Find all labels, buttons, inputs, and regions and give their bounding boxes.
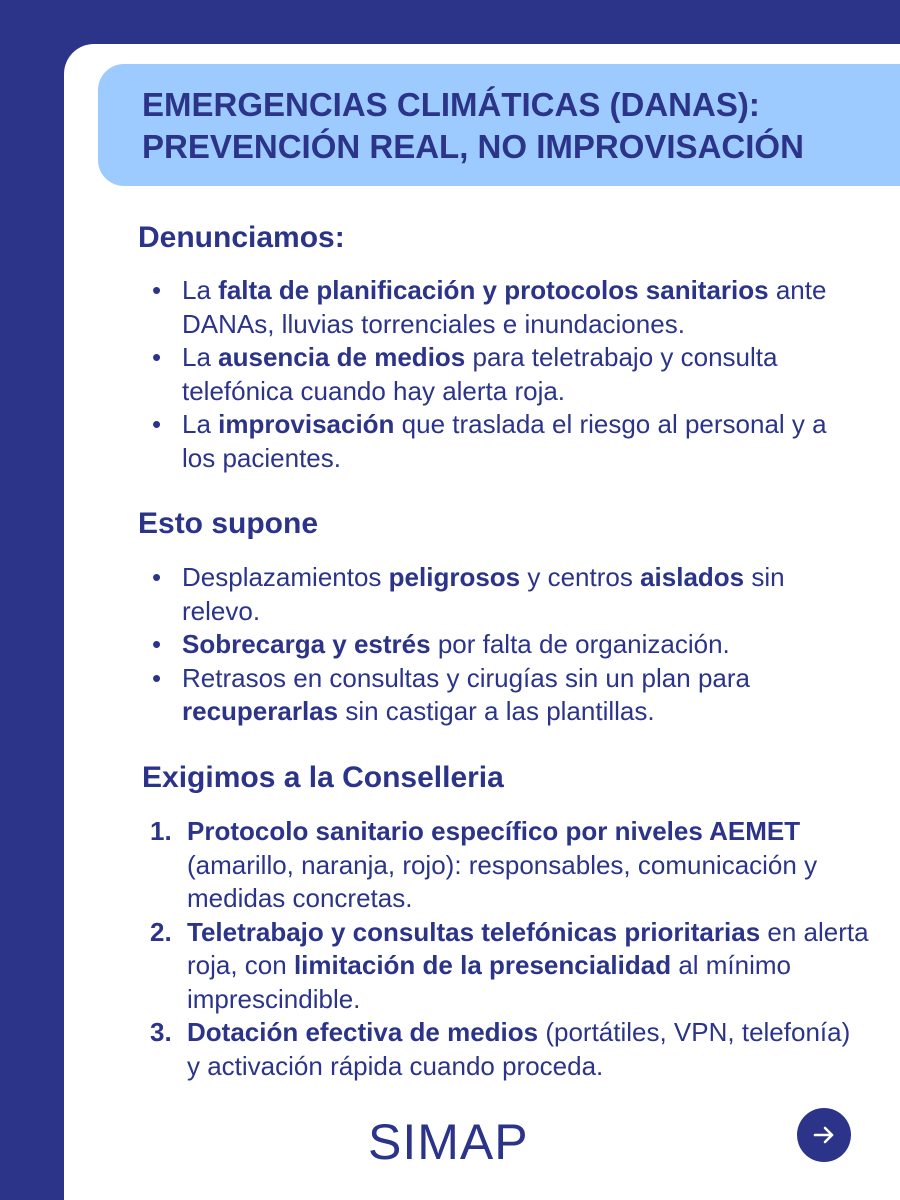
bullet-icon: •	[152, 662, 162, 693]
bullet-icon: •	[152, 275, 162, 305]
page-title-line-2: PREVENCIÓN REAL, NO IMPROVISACIÓN	[142, 128, 804, 165]
next-button[interactable]	[797, 1108, 851, 1162]
list-item: 3. Dotación efectiva de medios (portátiles, VPN, telefonía) y activación rápida cuando proceda.	[150, 1017, 851, 1081]
bullet-icon: •	[152, 562, 162, 592]
bullet-icon: •	[152, 342, 162, 372]
section-heading-denunciamos: Denunciamos:	[138, 221, 345, 254]
denunciamos-list	[138, 274, 858, 475]
supone-list	[138, 561, 858, 729]
title-banner	[98, 64, 900, 186]
list-item: • La falta de planificación y protocolos sanitarios ante DANAs, lluvias torrenciales e inundaciones.	[152, 275, 827, 339]
list-item: • Sobrecarga y estrés por falta de organización.	[138, 628, 858, 662]
list-item: • Desplazamientos peligrosos y centros aislados sin relevo.	[152, 562, 785, 626]
section-heading-exigimos: Exigimos a la Conselleria	[142, 761, 504, 794]
exigimos-list	[150, 815, 870, 1083]
page-title-line-1: EMERGENCIAS CLIMÁTICAS (DANAS):	[142, 86, 760, 123]
list-item: • La improvisación que traslada el riesgo al personal y a los pacientes.	[152, 409, 827, 473]
brand-logo-text: SIMAP	[368, 1114, 529, 1170]
list-number: 3.	[150, 1017, 172, 1047]
list-number: 2.	[150, 916, 172, 947]
list-item: 2. Teletrabajo y consultas telefónicas prioritarias en alerta roja, con limitación de la presencialidad al mínimo imprescindible.	[150, 916, 869, 1014]
arrow-right-icon	[809, 1120, 839, 1150]
section-heading-esto-supone: Esto supone	[138, 507, 319, 540]
list-number: 1.	[150, 816, 172, 846]
bullet-icon: •	[152, 629, 162, 659]
list-item: • Retrasos en consultas y cirugías sin un plan para recuperarlas sin castigar a las plantillas.	[152, 662, 750, 726]
list-item: 1. Protocolo sanitario específico por niveles AEMET (amarillo, naranja, rojo): responsables, comunicación y medidas concretas.	[150, 816, 818, 913]
list-item: • La ausencia de medios para teletrabajo y consulta telefónica cuando hay alerta roja.	[152, 342, 778, 406]
bullet-icon: •	[152, 409, 162, 439]
